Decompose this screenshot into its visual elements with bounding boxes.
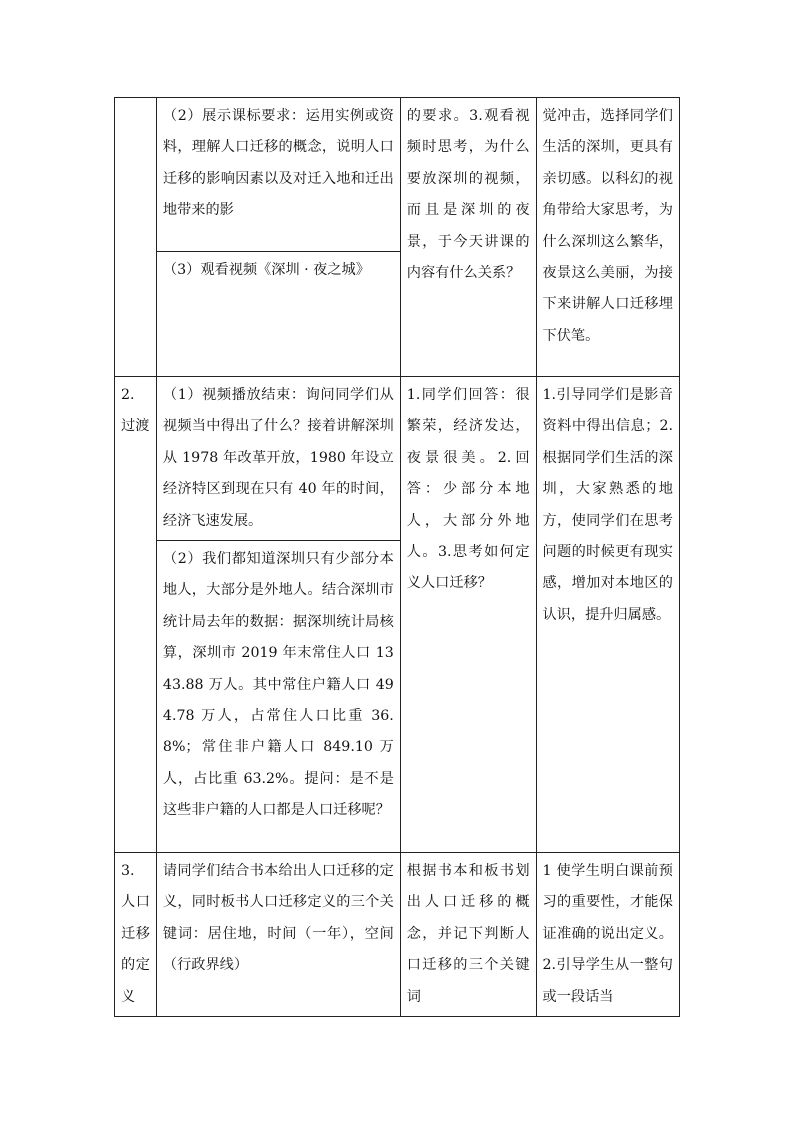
teacher-activity-text: 请同学们结合书本给出人口迁移的定义，同时板书人口迁移定义的三个关键词：居住地，时间（一年），空间（行政界线）	[162, 863, 394, 974]
design-intent-cell	[536, 853, 679, 1017]
teacher-activity-cell	[156, 853, 400, 1017]
table-row	[115, 377, 680, 541]
teacher-activity-text: （3）观看视频《深圳 · 夜之城》	[162, 262, 370, 278]
design-intent-text: 觉冲击，选择同学们生活的深圳，更具有亲切感。以科幻的视角带给大家思考，为什么深圳这么繁华，夜景这么美丽，为接下来讲解人口迁移埋下伏笔。	[542, 108, 673, 344]
table-row	[115, 98, 680, 252]
stage-label: 3. 人口迁移的定义	[121, 863, 150, 1005]
stage-cell	[115, 377, 157, 853]
student-activity-text: 根据书本和板书划出人口迁移的概念，并记下判断人口迁移的三个关键词	[406, 863, 530, 1005]
teacher-activity-text: （2）我们都知道深圳只有少部分本地人，大部分是外地人。结合深圳市统计局去年的数据：据深圳统计局核算，深圳市 2019 年末常住人口 1343.88 万人。其中常住户籍人口 494.78 万人，占常住人口比重 36.8%；常住非户籍人口 849.10 万人，占比重 63.2%。提问：是不是这些非户籍的人口都是人口迁移呢？	[162, 551, 394, 819]
teacher-activity-cell	[156, 252, 400, 377]
teacher-activity-cell	[156, 541, 400, 853]
lesson-plan-sheet	[114, 97, 680, 1017]
student-activity-cell	[400, 853, 536, 1017]
teacher-activity-text: （1）视频播放结束：询问同学们从视频当中得出了什么？接着讲解深圳从 1978 年改革开放，1980 年设立经济特区到现在只有 40 年的时间，经济飞速发展。	[162, 387, 394, 529]
teacher-activity-cell	[156, 377, 400, 541]
student-activity-cell	[400, 98, 536, 377]
design-intent-cell	[536, 98, 679, 377]
teacher-activity-text: （2）展示课标要求：运用实例或资料，理解人口迁移的概念，说明人口迁移的影响因素以及对迁入地和迁出地带来的影	[162, 108, 394, 219]
design-intent-cell	[536, 377, 679, 853]
student-activity-cell	[400, 377, 536, 853]
student-activity-text: 1.同学们回答：很繁荣，经济发达，夜景很美。2.回答：少部分本地人，大部分外地人。3.思考如何定义人口迁移？	[406, 387, 530, 592]
student-activity-text: 的要求。3.观看视频时思考，为什么要放深圳的视频，而且是深圳的夜景，于今天讲课的内容有什么关系？	[406, 108, 530, 282]
teacher-activity-cell	[156, 98, 400, 252]
table-row	[115, 853, 680, 1017]
design-intent-text: 1 使学生明白课前预习的重要性，才能保证准确的说出定义。2.引导学生从一整句或一段话当	[542, 863, 673, 1005]
design-intent-text: 1.引导同学们是影音资料中得出信息；2.根据同学们生活的深圳，大家熟悉的地方，使同学们在思考问题的时候更有现实感，增加对本地区的认识，提升归属感。	[542, 387, 673, 623]
stage-cell	[115, 98, 157, 377]
stage-label: 2. 过渡	[121, 387, 150, 435]
stage-cell	[115, 853, 157, 1017]
lesson-plan-table	[114, 97, 680, 1017]
